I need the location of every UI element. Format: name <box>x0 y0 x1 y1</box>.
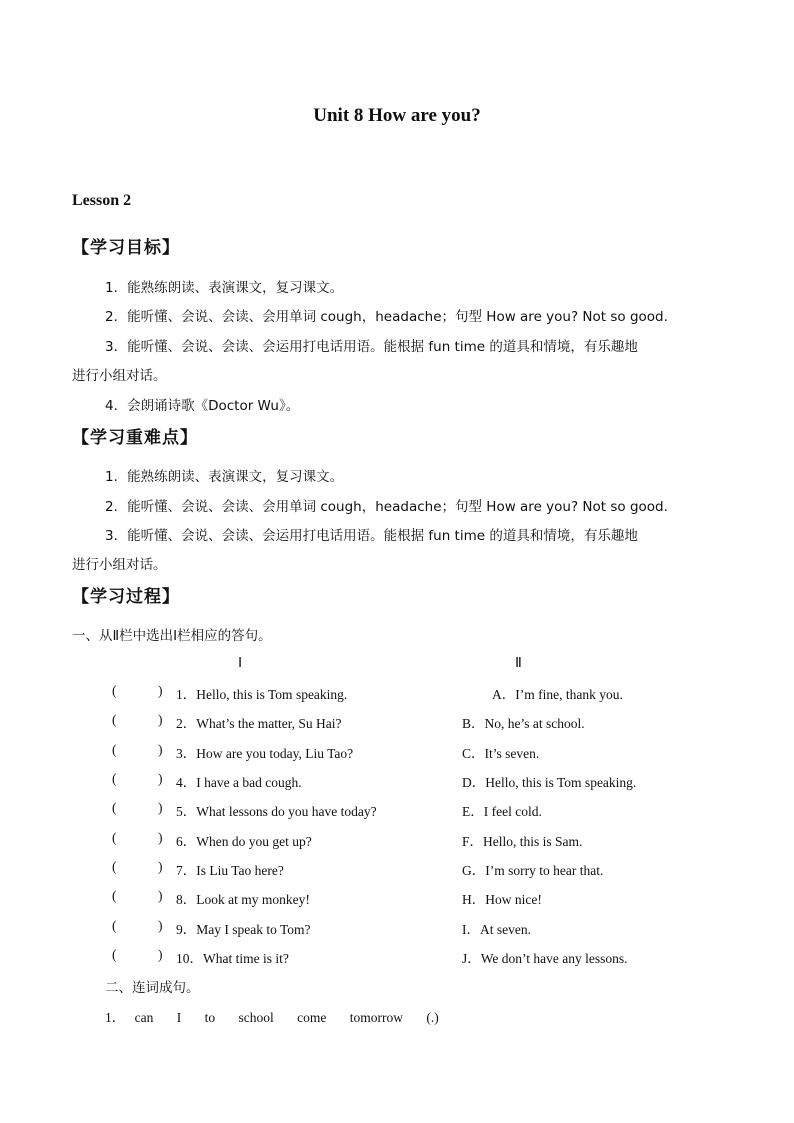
answer-option: F．Hello, this is Sam. <box>462 834 583 849</box>
answer-option: I．At seven. <box>462 922 531 937</box>
keypoint-line: 1．能熟练朗读、表演课文，复习课文。 <box>105 469 344 485</box>
objective-line: 4．会朗诵诗歌《Doctor Wu》。 <box>105 398 300 414</box>
answer-option: A．I’m fine, thank you. <box>492 687 623 702</box>
lesson-label: Lesson 2 <box>72 192 132 209</box>
question-item: 9．May I speak to Tom? <box>176 922 311 937</box>
column-1-header: Ⅰ <box>238 656 243 671</box>
answer-blank-right: ) <box>158 800 163 815</box>
answer-blank-right: ) <box>158 918 163 933</box>
answer-blank-right: ) <box>158 683 163 698</box>
answer-blank-right: ) <box>158 712 163 727</box>
answer-blank-right: ) <box>158 888 163 903</box>
answer-blank-left: ( <box>112 859 117 874</box>
answer-blank-left: ( <box>112 712 117 727</box>
word-token: (.) <box>426 1010 439 1025</box>
answer-option: J．We don’t have any lessons. <box>462 951 628 966</box>
word-token: come <box>297 1010 327 1025</box>
answer-blank-left: ( <box>112 742 117 757</box>
objective-line: 3．能听懂、会说、会读、会运用打电话用语。能根据 fun time 的道具和情境，有乐趣地 <box>105 339 638 355</box>
word-token: I <box>176 1010 182 1025</box>
keypoint-line: 进行小组对话。 <box>72 557 167 573</box>
answer-blank-left: ( <box>112 947 117 962</box>
word-token: school <box>238 1010 274 1025</box>
answer-option: G．I’m sorry to hear that. <box>462 863 604 878</box>
objective-line: 进行小组对话。 <box>72 368 167 384</box>
column-2-header: Ⅱ <box>515 656 522 671</box>
answer-blank-left: ( <box>112 830 117 845</box>
answer-blank-right: ) <box>158 830 163 845</box>
question-item: 8．Look at my monkey! <box>176 892 310 907</box>
question-item: 2．What’s the matter, Su Hai? <box>176 716 342 731</box>
answer-blank-right: ) <box>158 859 163 874</box>
process-heading: 【学习过程】 <box>72 587 180 607</box>
answer-blank-right: ) <box>158 742 163 757</box>
objectives-heading: 【学习目标】 <box>72 238 180 258</box>
answer-option: D．Hello, this is Tom speaking. <box>462 775 637 790</box>
question-item: 1．Hello, this is Tom speaking. <box>176 687 348 702</box>
item-number: 1． <box>105 1010 126 1025</box>
objective-line: 1．能熟练朗读、表演课文，复习课文。 <box>105 280 344 296</box>
page-title: Unit 8 How are you? <box>313 105 481 126</box>
answer-blank-right: ) <box>158 947 163 962</box>
keypoints-heading: 【学习重难点】 <box>72 428 198 448</box>
question-item: 10．What time is it? <box>176 951 289 966</box>
answer-blank-left: ( <box>112 683 117 698</box>
answer-blank-left: ( <box>112 888 117 903</box>
word-order-item <box>105 1006 459 1026</box>
answer-blank-left: ( <box>112 918 117 933</box>
keypoint-line: 2．能听懂、会说、会读、会用单词 cough，headache；句型 How are you? Not so good. <box>105 499 668 515</box>
answer-option: H．How nice! <box>462 892 542 907</box>
keypoint-line: 3．能听懂、会说、会读、会运用打电话用语。能根据 fun time 的道具和情境，有乐趣地 <box>105 528 638 544</box>
question-item: 5．What lessons do you have today? <box>176 804 377 819</box>
question-item: 4．I have a bad cough. <box>176 775 302 790</box>
exercise1-instruction: 一、从Ⅱ栏中选出Ⅰ栏相应的答句。 <box>72 628 272 644</box>
word-token: can <box>134 1010 154 1025</box>
objective-line: 2．能听懂、会说、会读、会用单词 cough，headache；句型 How are you? Not so good. <box>105 309 668 325</box>
answer-blank-right: ) <box>158 771 163 786</box>
exercise2-instruction: 二、连词成句。 <box>105 980 200 996</box>
answer-blank-left: ( <box>112 800 117 815</box>
answer-blank-left: ( <box>112 771 117 786</box>
question-item: 3．How are you today, Liu Tao? <box>176 746 354 761</box>
question-item: 7．Is Liu Tao here? <box>176 863 284 878</box>
word-token: tomorrow <box>349 1010 403 1025</box>
answer-option: E．I feel cold. <box>462 804 542 819</box>
word-token: to <box>204 1010 216 1025</box>
question-item: 6．When do you get up? <box>176 834 312 849</box>
answer-option: C．It’s seven. <box>462 746 540 761</box>
answer-option: B．No, he’s at school. <box>462 716 585 731</box>
